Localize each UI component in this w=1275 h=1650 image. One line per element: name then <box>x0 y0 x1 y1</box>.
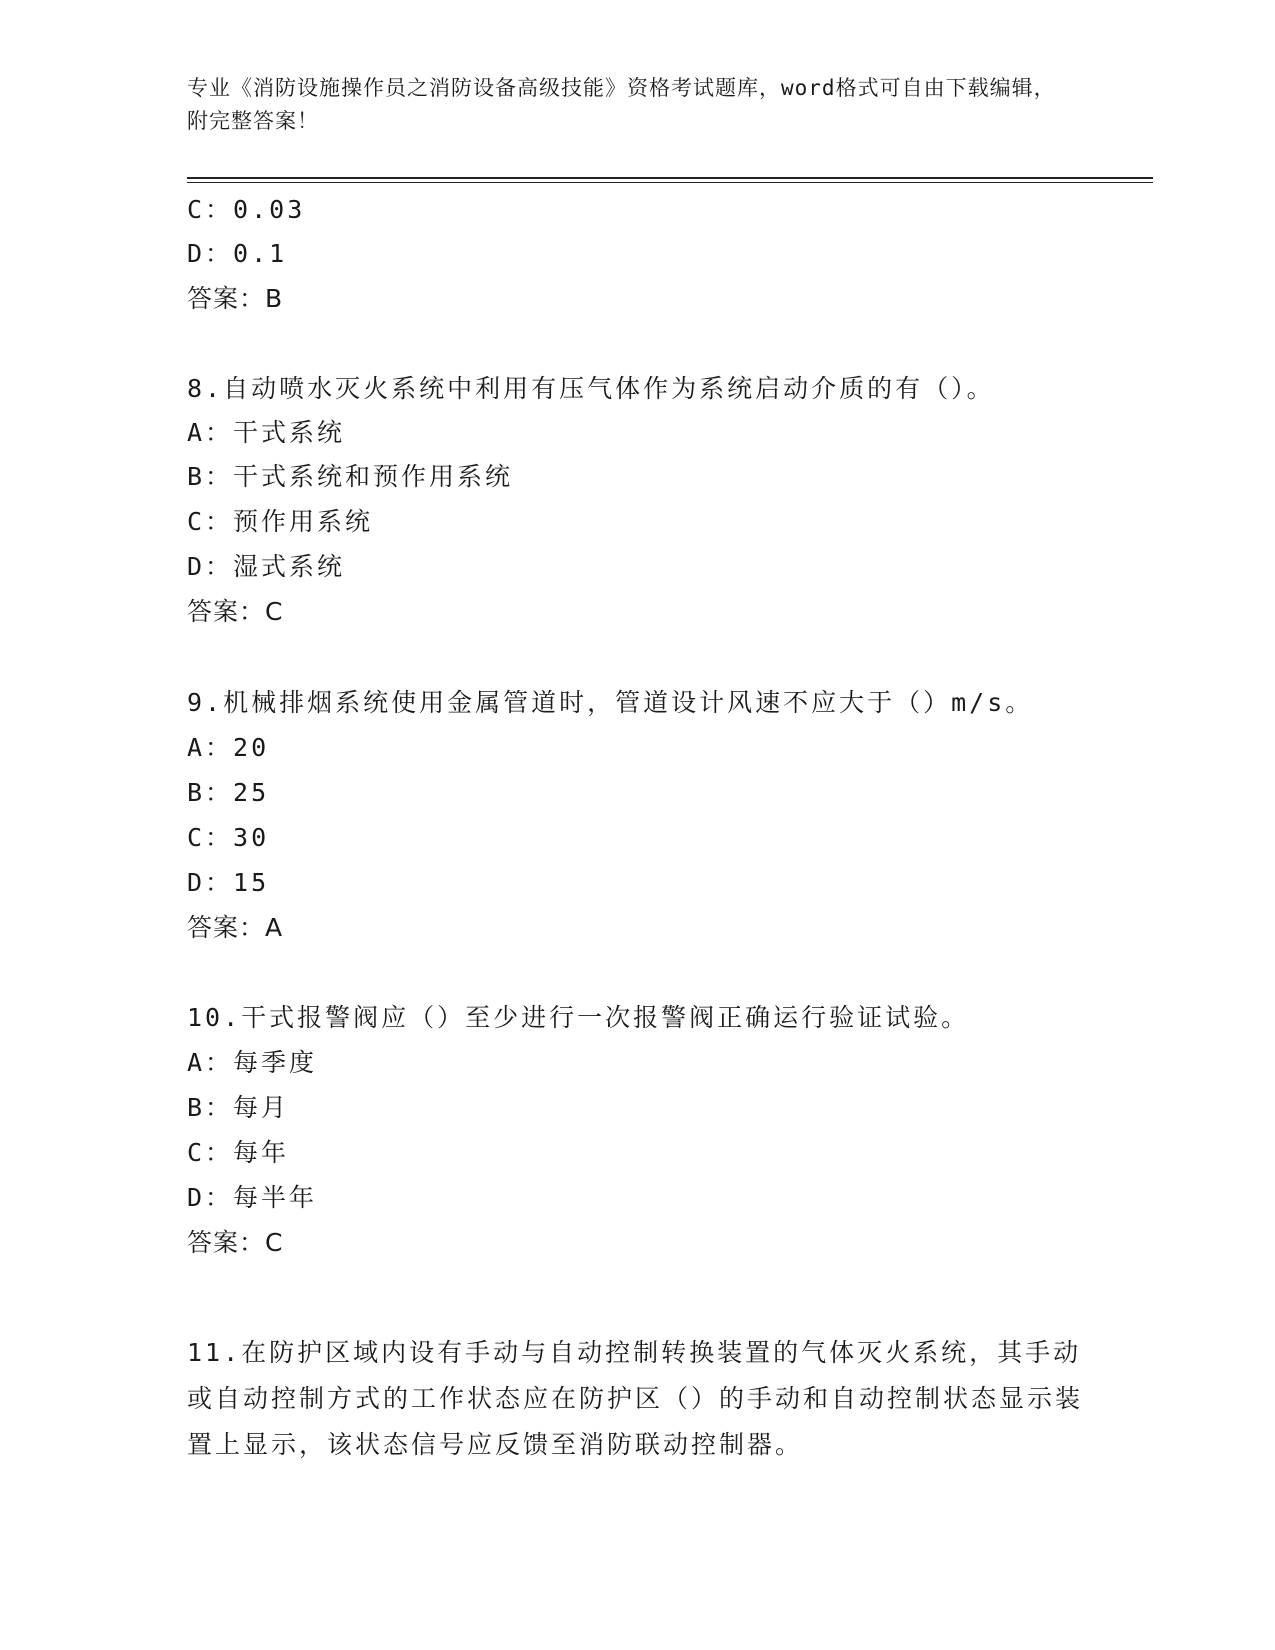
q10-answer: 答案：C <box>187 1228 284 1257</box>
q10-option-a: A：每季度 <box>187 1048 318 1077</box>
q8-option-d: D：湿式系统 <box>187 552 346 581</box>
q8-option-c: C：预作用系统 <box>187 507 374 536</box>
q7-option-d: D：0.1 <box>187 239 288 268</box>
q7-answer: 答案：B <box>187 284 284 313</box>
header-rule-thick <box>187 177 1153 179</box>
q9-option-b: B：25 <box>187 778 270 807</box>
q10-option-b: B：每月 <box>187 1093 290 1122</box>
q9-option-d: D：15 <box>187 868 270 897</box>
q8-question: 8.自动喷水灭火系统中利用有压气体作为系统启动介质的有（）。 <box>187 374 995 403</box>
q9-question: 9.机械排烟系统使用金属管道时，管道设计风速不应大于（）m/s。 <box>187 688 1034 717</box>
q8-option-a: A：干式系统 <box>187 418 346 447</box>
q7-option-c: C：0.03 <box>187 195 306 224</box>
q9-option-a: A：20 <box>187 733 270 762</box>
document-header: 专业《消防设施操作员之消防设备高级技能》资格考试题库，word格式可自由下载编辑，附完整答案！ <box>187 76 1056 133</box>
q10-option-c: C：每年 <box>187 1138 290 1167</box>
q9-option-c: C：30 <box>187 823 270 852</box>
q9-answer: 答案：A <box>187 913 284 942</box>
header-rule-thin <box>187 182 1153 183</box>
q11-question: 11.在防护区域内设有手动与自动控制转换装置的气体灭火系统，其手动或自动控制方式的工作状态应在防护区（）的手动和自动控制状态显示装置上显示，该状态信号应反馈至消防联动控制器。 <box>187 1338 1084 1459</box>
q10-question: 10.干式报警阀应（）至少进行一次报警阀正确运行验证试验。 <box>187 1003 970 1032</box>
q8-option-b: B：干式系统和预作用系统 <box>187 462 514 491</box>
q8-answer: 答案：C <box>187 597 284 626</box>
q10-option-d: D：每半年 <box>187 1183 318 1212</box>
